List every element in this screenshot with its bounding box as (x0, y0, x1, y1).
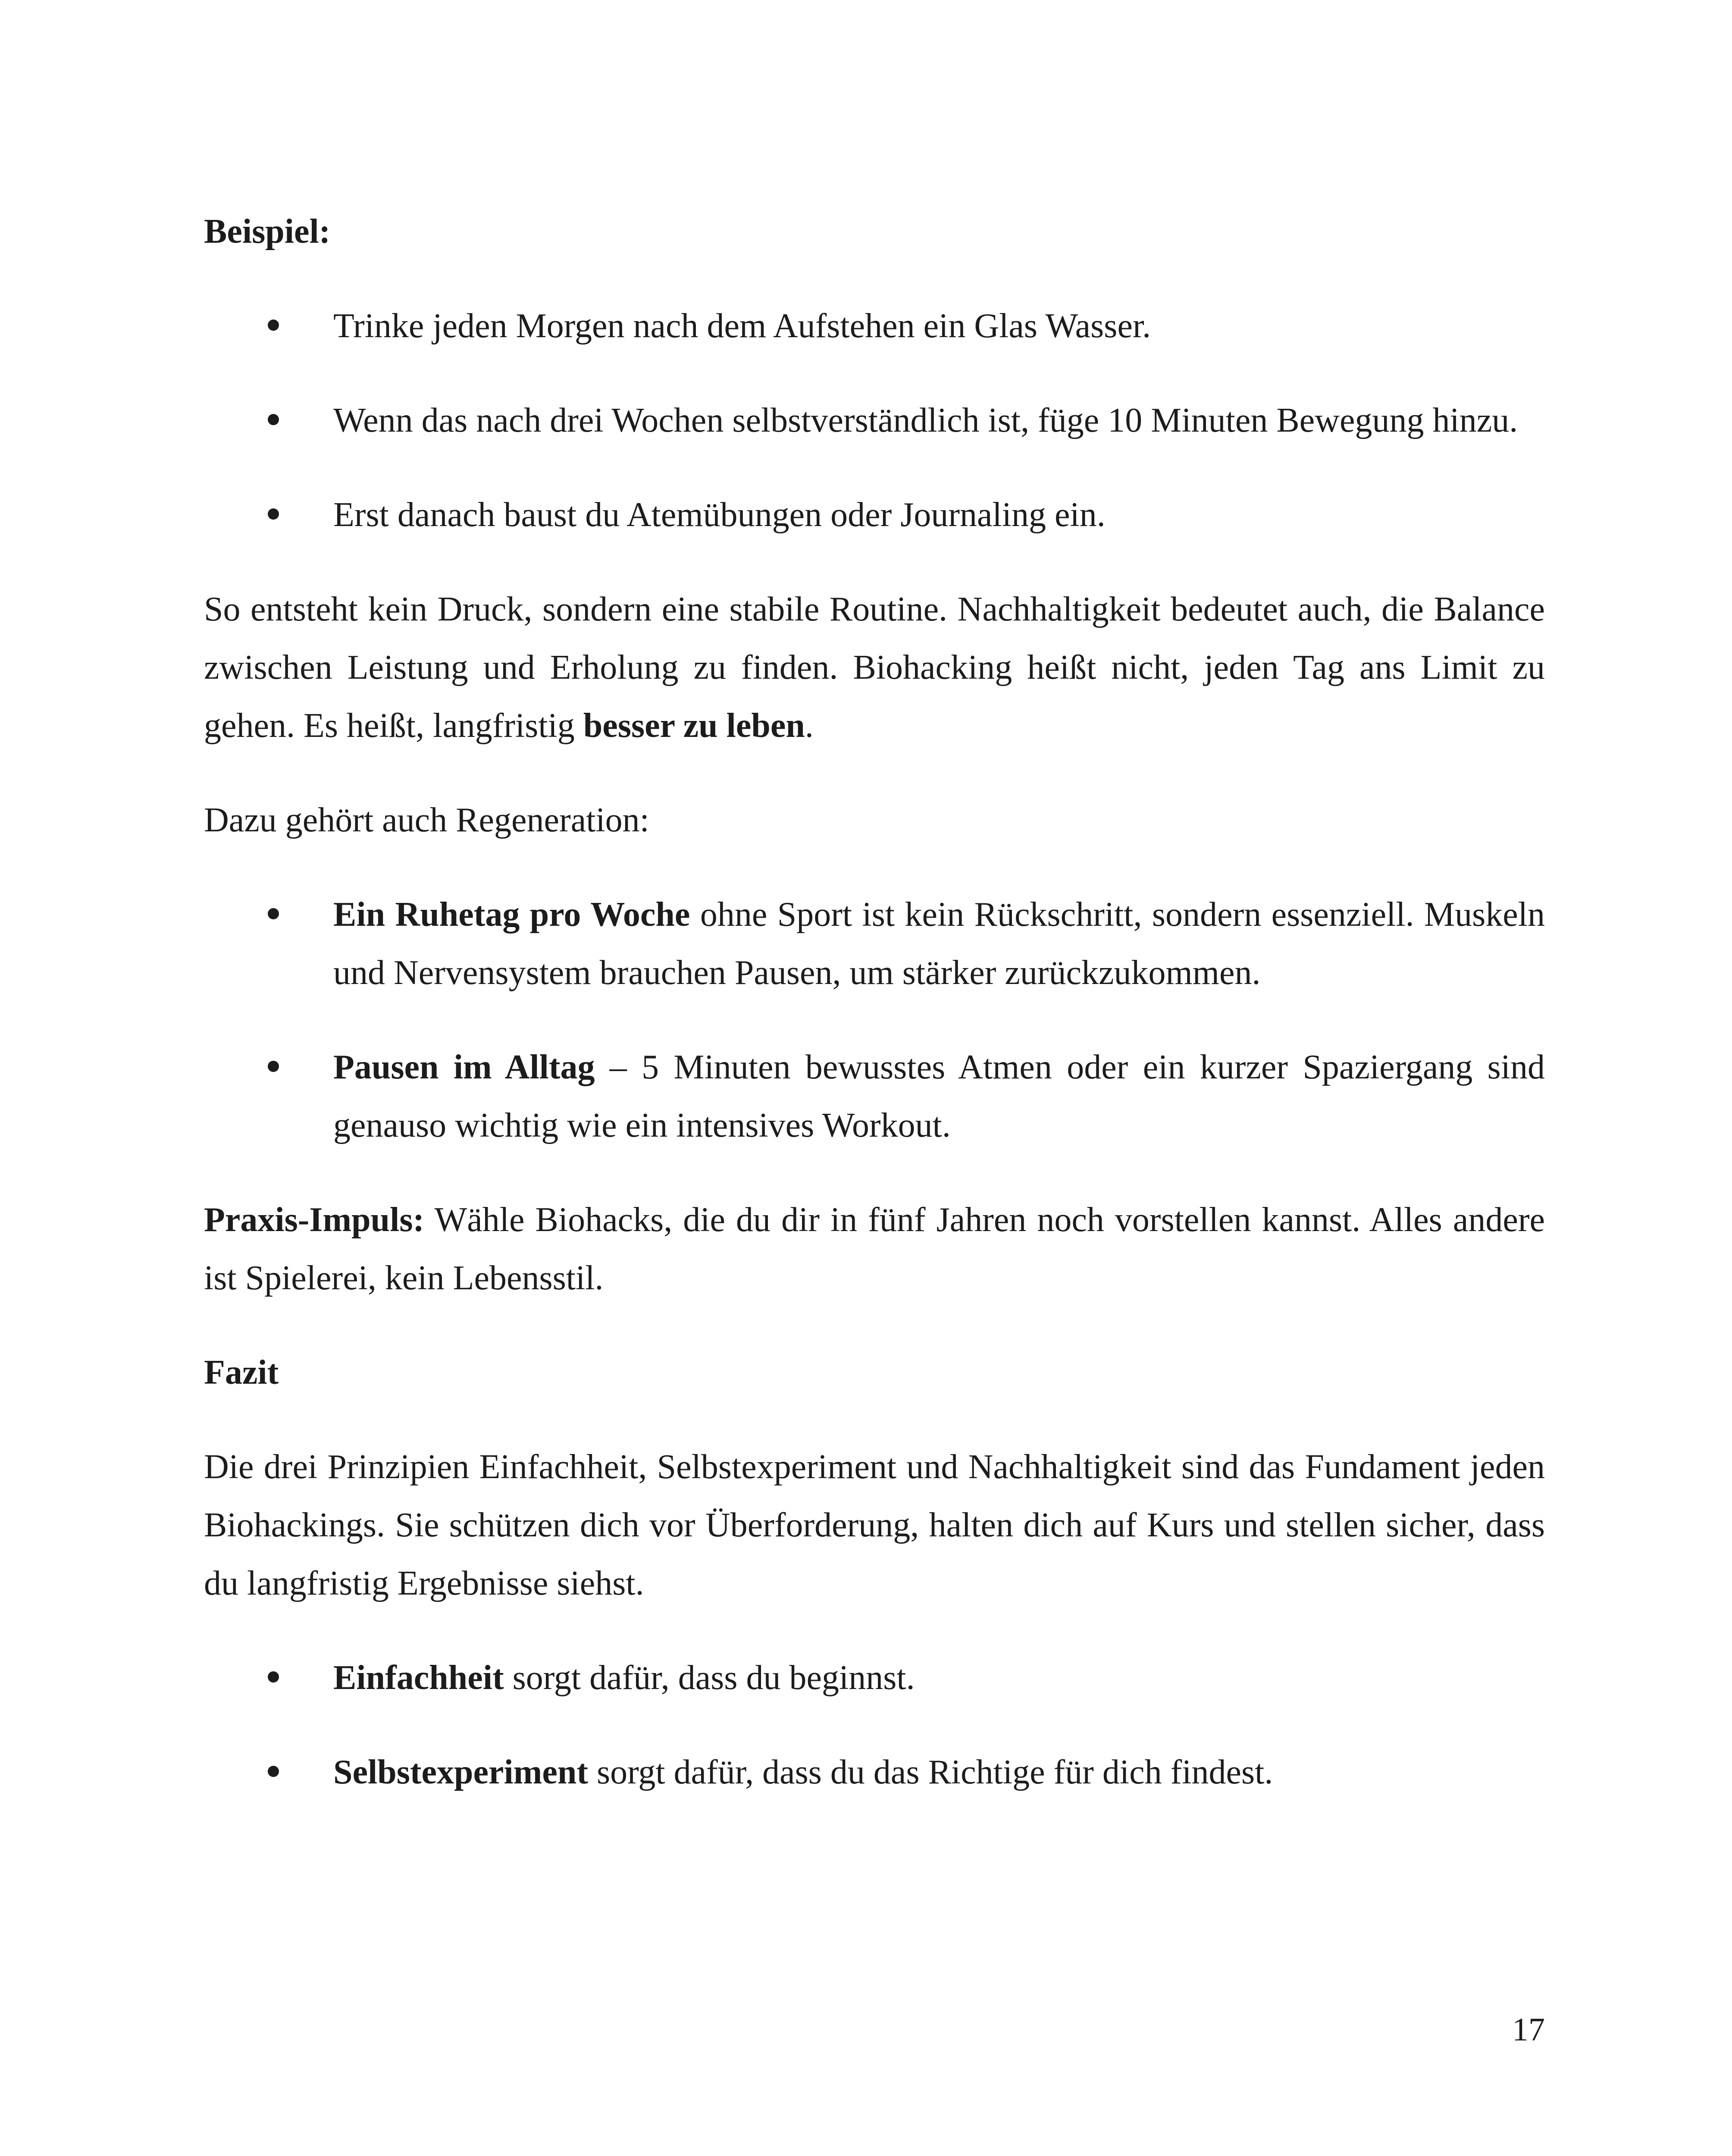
regeneration-intro: Dazu gehört auch Regeneration: (204, 801, 649, 839)
bullet-icon (268, 320, 279, 331)
bullet-icon (268, 908, 279, 919)
fazit-heading: Fazit (204, 1354, 279, 1391)
bullet-icon (268, 1061, 279, 1072)
emphasis-text: besser zu leben (583, 707, 805, 745)
list-item-text: ohne Sport ist kein Rückschritt, sondern essenziell. Muskeln und Nervensystem brauchen Pausen, um stärker zurückzukommen. (333, 896, 1545, 992)
list-item (204, 1038, 1545, 1155)
list-item (204, 1649, 1545, 1707)
bullet-icon (268, 414, 279, 425)
bullet-icon (268, 1671, 279, 1683)
paragraph-druck (204, 580, 1545, 755)
fazit-paragraph: Die drei Prinzipien Einfachheit, Selbstexperiment und Nachhaltigkeit sind das Fundament jeden Biohackings. Sie schützen dich vor Überforderung, halten dich auf Kurs und stellen sicher, dass du langfristig Ergebnisse siehst. (204, 1448, 1545, 1602)
praxis-impuls (204, 1191, 1545, 1307)
list-item (204, 1743, 1545, 1802)
list-item-bold: Selbstexperiment (333, 1753, 589, 1791)
list-item (204, 486, 1545, 544)
list-item-text: Trinke jeden Morgen nach dem Aufstehen ein Glas Wasser. (333, 307, 1151, 345)
bullet-icon (268, 1766, 279, 1777)
page-content (204, 203, 1545, 1838)
list-item-text: Erst danach baust du Atemübungen oder Journaling ein. (333, 496, 1106, 534)
paragraph-text: So entsteht kein Druck, sondern eine stabile Routine. Nachhaltigkeit bedeutet auch, die Balance zwischen Leistung und Erholung zu finden. Biohacking heißt nicht, jeden Tag ans Limit zu gehen. Es heißt, langfristig (204, 590, 1545, 745)
list-item-text: sorgt dafür, dass du beginnst. (504, 1659, 915, 1697)
praxis-text: Wähle Biohacks, die du dir in fünf Jahren noch vorstellen kannst. Alles andere ist Spielerei, kein Lebensstil. (204, 1201, 1545, 1297)
page-number: 17 (1512, 2012, 1545, 2048)
list-item-bold: Ein Ruhetag pro Woche (333, 896, 690, 934)
list-item-text: – 5 Minuten bewusstes Atmen oder ein kurzer Spaziergang sind genauso wichtig wie ein intensives Workout. (333, 1048, 1545, 1144)
list-item-text: sorgt dafür, dass du das Richtige für dich findest. (588, 1753, 1273, 1791)
beispiel-heading: Beispiel: (204, 213, 331, 251)
list-item-text: Wenn das nach drei Wochen selbstverständlich ist, füge 10 Minuten Bewegung hinzu. (333, 401, 1518, 439)
list-item (204, 392, 1545, 450)
fazit-list (204, 1649, 1545, 1802)
beispiel-list (204, 297, 1545, 544)
regeneration-list (204, 886, 1545, 1155)
bullet-icon (268, 508, 279, 520)
list-item (204, 297, 1545, 355)
paragraph-end: . (805, 707, 814, 745)
list-item (204, 886, 1545, 1002)
list-item-bold: Pausen im Alltag (333, 1048, 595, 1086)
list-item-bold: Einfachheit (333, 1659, 504, 1697)
praxis-label: Praxis-Impuls: (204, 1201, 425, 1239)
